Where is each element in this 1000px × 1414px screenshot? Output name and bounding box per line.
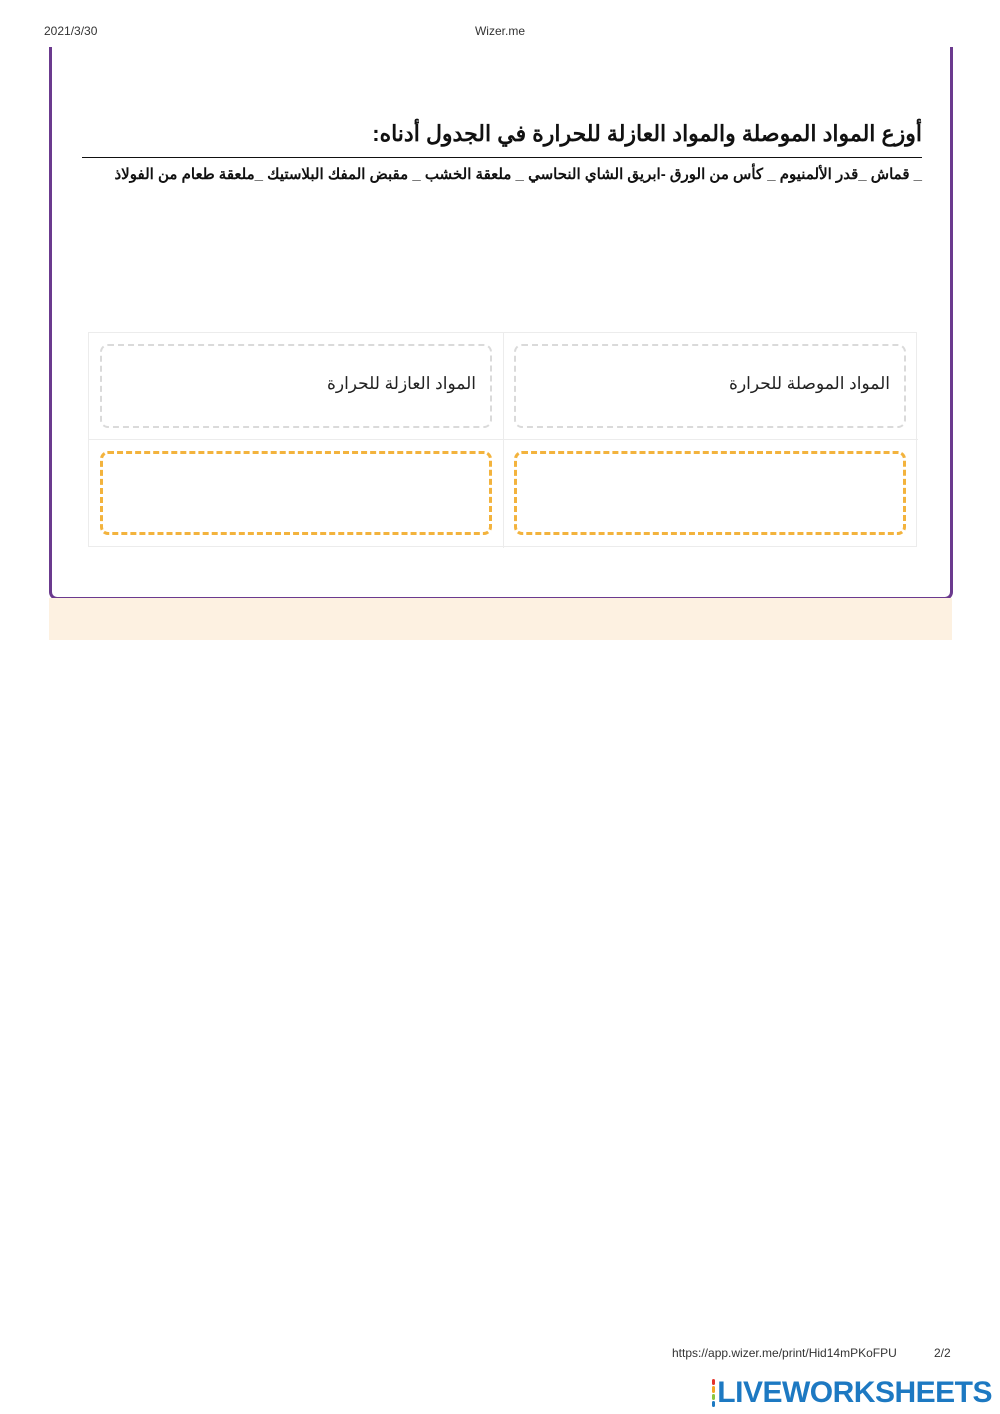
print-url: https://app.wizer.me/print/Hid14mPKoFPU	[672, 1346, 897, 1360]
liveworksheets-logo	[712, 1376, 992, 1410]
worksheet-card	[49, 47, 953, 600]
liveworksheets-badge-icon	[712, 1379, 715, 1407]
column-divider	[503, 333, 504, 548]
sorting-table	[88, 332, 917, 547]
drop-zone-conductors[interactable]	[514, 451, 906, 535]
drop-zone-insulators[interactable]	[100, 451, 492, 535]
card-footer-bar	[49, 598, 952, 640]
question-title: أوزع المواد الموصلة والمواد العازلة للحرارة في الجدول أدناه:	[372, 121, 922, 146]
column-header-conductors: المواد الموصلة للحرارة	[514, 344, 906, 428]
row-divider	[89, 439, 918, 440]
page-number: 2/2	[934, 1346, 951, 1360]
liveworksheets-wordmark: LIVEWORKSHEETS	[717, 1376, 992, 1409]
column-header-insulators: المواد العازلة للحرارة	[100, 344, 492, 428]
print-site-title: Wizer.me	[474, 24, 525, 38]
question-block	[82, 119, 922, 187]
word-bank: _ قماش _قدر الألمنيوم _ كأس من الورق -ابريق الشاي النحاسي _ ملعقة الخشب _ مقبض المفك البلاستيك _ملعقة طعام من الفولاذ	[114, 166, 922, 183]
print-date: 2021/3/30	[44, 24, 98, 38]
title-underline	[82, 157, 922, 158]
